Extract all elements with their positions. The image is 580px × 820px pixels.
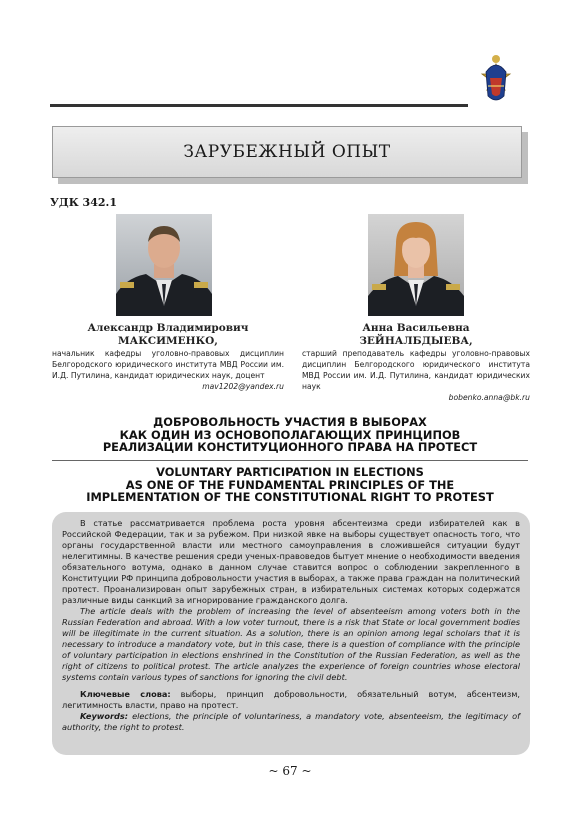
keywords-ru-text: выборы, принцип добровольности, обязательный вотум, абсентеизм, легитимность власти, право на протест. [62,689,520,710]
title-en-line: IMPLEMENTATION OF THE CONSTITUTIONAL RIGHT TO PROTEST [86,490,494,504]
author-affiliation: начальник кафедры уголовно-правовых дисциплин Белгородского юридического института МВД России им. И.Д. Путилина, кандидат юридических наук, доцент [52,349,284,380]
abstract-en: The article deals with the problem of increasing the level of absenteeism among voters both in the Russian Federation and abroad. With a low voter turnout, there is a risk that State or local government bodies will be illegitimate in the current situation. As a solution, there is an opinion among legal scholars that it is necessary to introduce a mandatory vote, but in this case, there is a question of compliance with the principle of voluntary participation in elections enshrined in the Constitution of the Russian Federation, as well as the right of citizens to political protest. The article analyzes the experience of foreign countries whose electoral systems contain various types of sanctions for ignoring the civil debt. [62,606,520,682]
keywords-en-label: Keywords: [80,711,129,721]
abstract-ru: В статье рассматривается проблема роста уровня абсентеизма среди избирателей как в Российской Федерации, так и за рубежом. При низкой явке на выборы существует опасность того, что органы государственной власти или местного самоуправления в сложившейся ситуации будут нелегитимны. В качестве решения среди ученых-правоведов бытует мнение о необходимости введения обязательного вотума, однако в данном случае ставится вопрос о соблюдении закрепленного в Конституции РФ принципа добровольности участия в выборах, а также права граждан на политический протест. Проанализирован опыт зарубежных стран, в избирательных системах которых содержатся различные виды санкций за игнорирование гражданского долга. [62,518,520,605]
title-en-line: VOLUNTARY PARTICIPATION IN ELECTIONS [156,465,424,479]
author-first-name: Александр Владимирович [87,322,249,334]
title-en-line: AS ONE OF THE FUNDAMENTAL PRINCIPLES OF THE [125,477,455,492]
page-number: ~ 67 ~ [268,764,312,778]
title-ru-line: КАК ОДИН ИЗ ОСНОВОПОЛАГАЮЩИХ ПРИНЦИПОВ [119,427,461,442]
author-email[interactable]: mav1202@yandex.ru [202,382,284,391]
author-photo-2 [368,214,464,316]
keywords-ru-label: Ключевые слова: [80,689,171,699]
article-title-ru [40,416,540,454]
header-rule [50,104,468,107]
author-affiliation: старший преподаватель кафедры уголовно-правовых дисциплин Белгородского юридического института МВД России им. И.Д. Путилина, кандидат юридических наук [302,349,530,391]
author-block-1 [52,322,284,392]
keywords-ru [62,689,520,711]
abstract-box [52,512,530,755]
author-email[interactable]: bobenko.anna@bk.ru [448,393,530,402]
mvd-emblem-icon [474,50,518,108]
author-block-2 [302,322,530,403]
article-title-en [40,466,540,504]
section-banner: ЗАРУБЕЖНЫЙ ОПЫТ [52,126,522,178]
title-divider [52,460,528,461]
author-last-name: МАКСИМЕНКО, [118,335,218,347]
keywords-en [62,711,520,733]
title-ru-line: РЕАЛИЗАЦИИ КОНСТИТУЦИОННОГО ПРАВА НА ПРОТЕСТ [102,440,478,454]
keywords-en-text: elections, the principle of voluntariness, a mandatory vote, absenteeism, the legitimacy of authority, the right to protest. [62,711,520,732]
author-photo-1 [116,214,212,316]
author-last-name: ЗЕЙНАЛБДЫЕВА, [359,335,473,347]
udk-code: УДК 342.1 [50,196,117,209]
title-ru-line: ДОБРОВОЛЬНОСТЬ УЧАСТИЯ В ВЫБОРАХ [153,415,427,429]
author-first-name: Анна Васильевна [362,322,470,334]
